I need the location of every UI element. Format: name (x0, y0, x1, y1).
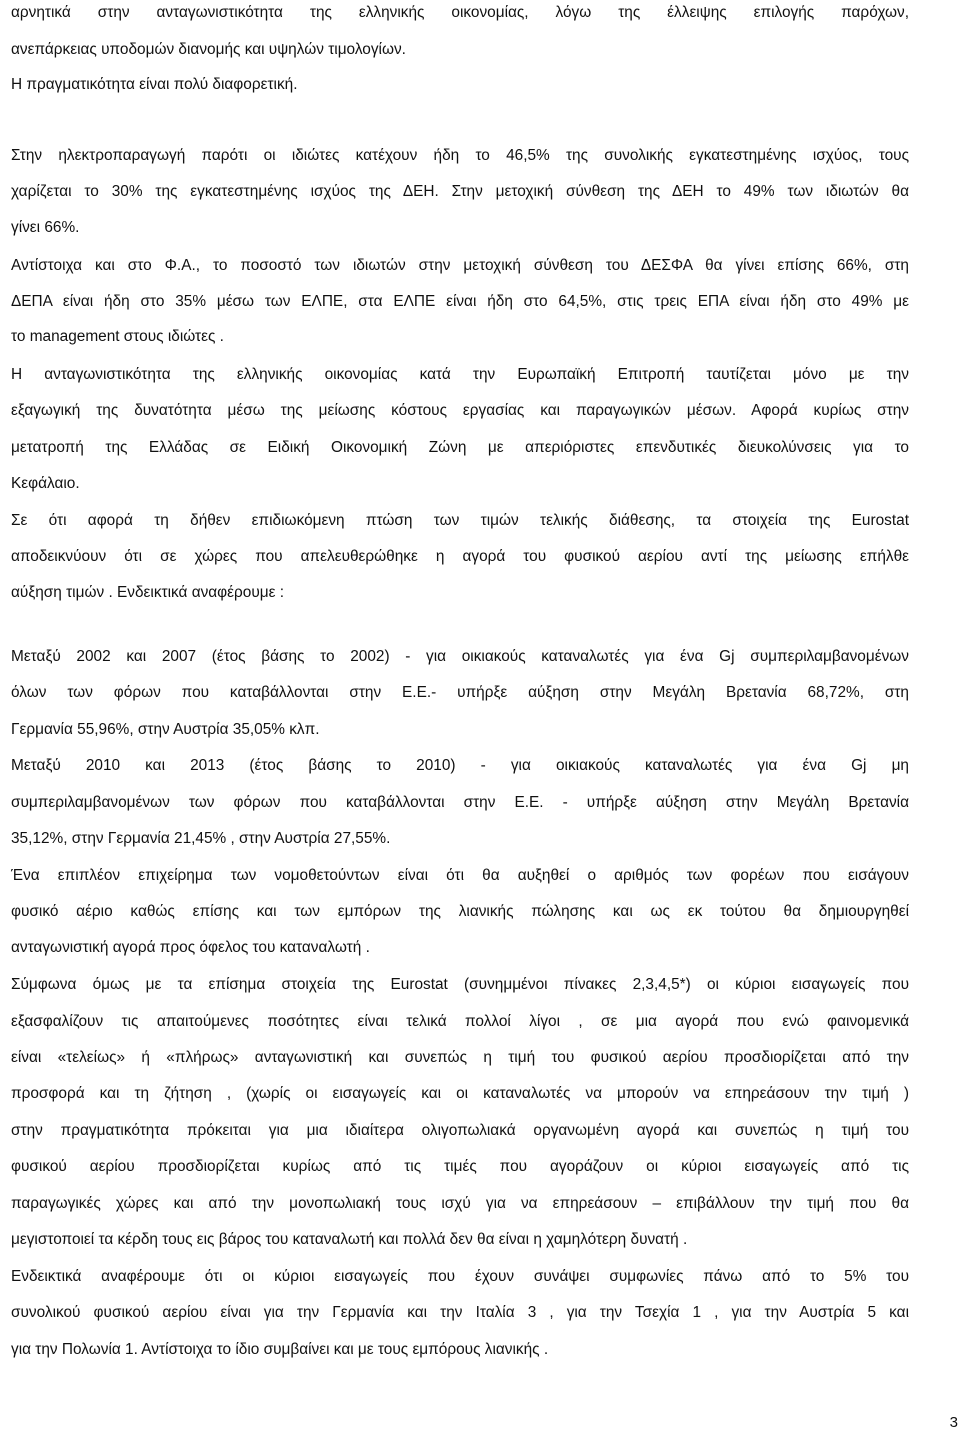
text-line: εξασφαλίζουν τις απαιτούμενες ποσότητες είναι τελικά πολλοί λίγοι , σε μια αγορά που ενώ φαινομενικά (11, 1013, 909, 1030)
text-line: συνολικού φυσικού αερίου είναι για την Γερμανία και την Ιταλία 3 , για την Τσεχία 1 , για την Αυστρία 5 και (11, 1304, 909, 1321)
text-line: Ενδεικτικά αναφέρουμε ότι οι κύριοι εισαγωγείς που έχουν συνάψει συμφωνίες πάνω από το 5% του (11, 1268, 909, 1285)
text-line: φυσικού αερίου προσδιορίζεται κυρίως από τις τιμές που αγοράζουν οι κύριοι εισαγωγείς από τις (11, 1158, 909, 1175)
text-line: το management στους ιδιώτες . (11, 328, 224, 345)
text-line: Η πραγματικότητα είναι πολύ διαφορετική. (11, 76, 298, 93)
text-line: ΔΕΠΑ είναι ήδη στο 35% μέσω των ΕΛΠΕ, στα ΕΛΠΕ είναι ήδη στο 64,5%, στις τρεις ΕΠΑ είναι ήδη στο 49% με (11, 293, 909, 310)
text-line: Κεφάλαιο. (11, 475, 80, 492)
text-line: Σε ότι αφορά τη δήθεν επιδιωκόμενη πτώση των τιμών τελικής διάθεσης, τα στοιχεία της Eurostat (11, 512, 909, 529)
text-line: μετατροπή της Ελλάδας σε Ειδική Οικονομική Ζώνη με απεριόριστες επενδυτικές διευκολύνσεις για το (11, 439, 909, 456)
text-line: Μεταξύ 2002 και 2007 (έτος βάσης το 2002) - για οικιακούς καταναλωτές για ένα Gj συμπεριλαμβανομένων (11, 648, 909, 665)
text-line: Αντίστοιχα και στο Φ.Α., το ποσοστό των ιδιωτών στην μετοχική σύνθεση του ΔΕΣΦΑ θα γίνει επίσης 66%, στη (11, 257, 909, 274)
text-line: παραγωγικές χώρες και από την μονοπωλιακή τους ισχύ για να επηρεάσουν – επιβάλλουν την τιμή που θα (11, 1195, 909, 1212)
text-line: Στην ηλεκτροπαραγωγή παρότι οι ιδιώτες κατέχουν ήδη το 46,5% της συνολικής εγκατεστημένης ισχύος, τους (11, 147, 909, 164)
text-line: για την Πολωνία 1. Αντίστοιχα το ίδιο συμβαίνει και με τους εμπόρους λιανικής . (11, 1341, 549, 1358)
text-line: όλων των φόρων που καταβάλλονται στην Ε.Ε.- υπήρξε αύξηση στην Μεγάλη Βρετανία 68,72%, στη (11, 684, 909, 701)
text-line: ανεπάρκειας υποδομών διανομής και υψηλών τιμολογίων. (11, 41, 406, 58)
text-line: χαρίζεται το 30% της εγκατεστημένης ισχύος της ΔΕΗ. Στην μετοχική σύνθεση της ΔΕΗ το 49% των ιδιωτών θα (11, 183, 909, 200)
text-line: 35,12%, στην Γερμανία 21,45% , στην Αυστρία 27,55%. (11, 830, 391, 847)
text-line: μεγιστοποιεί τα κέρδη τους εις βάρος του καταναλωτή και πολλά δεν θα είναι η χαμηλότερη δυνατή . (11, 1231, 688, 1248)
text-line: Η ανταγωνιστικότητα της ελληνικής οικονομίας κατά την Ευρωπαϊκή Επιτροπή ταυτίζεται μόνο με την (11, 366, 909, 383)
page-number: 3 (949, 1414, 958, 1431)
text-line: αύξηση τιμών . Ενδεικτικά αναφέρουμε : (11, 584, 285, 601)
text-line: Σύμφωνα όμως με τα επίσημα στοιχεία της Eurostat (συνημμένοι πίνακες 2,3,4,5*) οι κύριοι εισαγωγείς που (11, 976, 909, 993)
text-line: Ένα επιπλέον επιχείρημα των νομοθετούντων είναι ότι θα αυξηθεί ο αριθμός των φορέων που εισάγουν (11, 867, 909, 884)
text-line: αποδεικνύουν ότι σε χώρες που απελευθερώθηκε η αγορά του φυσικού αερίου αντί της μείωσης επήλθε (11, 548, 909, 565)
text-line: φυσικό αέριο καθώς επίσης και των εμπόρων της λιανικής πώλησης και ως εκ τούτου θα δημιουργηθεί (11, 903, 909, 920)
text-line: εξαγωγική της δυνατότητα μέσω της μείωσης κόστους εργασίας και παραγωγικών μέσων. Αφορά κυρίως στην (11, 402, 909, 419)
text-line: συμπεριλαμβανομένων των φόρων που καταβάλλονται στην Ε.Ε. - υπήρξε αύξηση στην Μεγάλη Βρετανία (11, 794, 909, 811)
text-line: Μεταξύ 2010 και 2013 (έτος βάσης το 2010) - για οικιακούς καταναλωτές για ένα Gj μη (11, 757, 909, 774)
text-line: στην πραγματικότητα πρόκειται για μια ιδιαίτερα ολιγοπωλιακά οργανωμένη αγορά και συνεπώς η τιμή του (11, 1122, 909, 1139)
text-line: αρνητικά στην ανταγωνιστικότητα της ελληνικής οικονομίας, λόγω της έλλειψης επιλογής παρόχων, (11, 4, 909, 21)
text-line: γίνει 66%. (11, 219, 80, 236)
text-line: είναι «τελείως» ή «πλήρως» ανταγωνιστική και συνεπώς η τιμή του φυσικού αερίου προσδιορίζεται από την (11, 1049, 909, 1066)
text-line: προσφορά και τη ζήτηση , (χωρίς οι εισαγωγείς και οι καταναλωτές να μπορούν να επηρεάσουν την τιμή ) (11, 1085, 909, 1102)
text-line: Γερμανία 55,96%, στην Αυστρία 35,05% κλπ. (11, 721, 320, 738)
text-line: ανταγωνιστική αγορά προς όφελος του καταναλωτή . (11, 939, 370, 956)
